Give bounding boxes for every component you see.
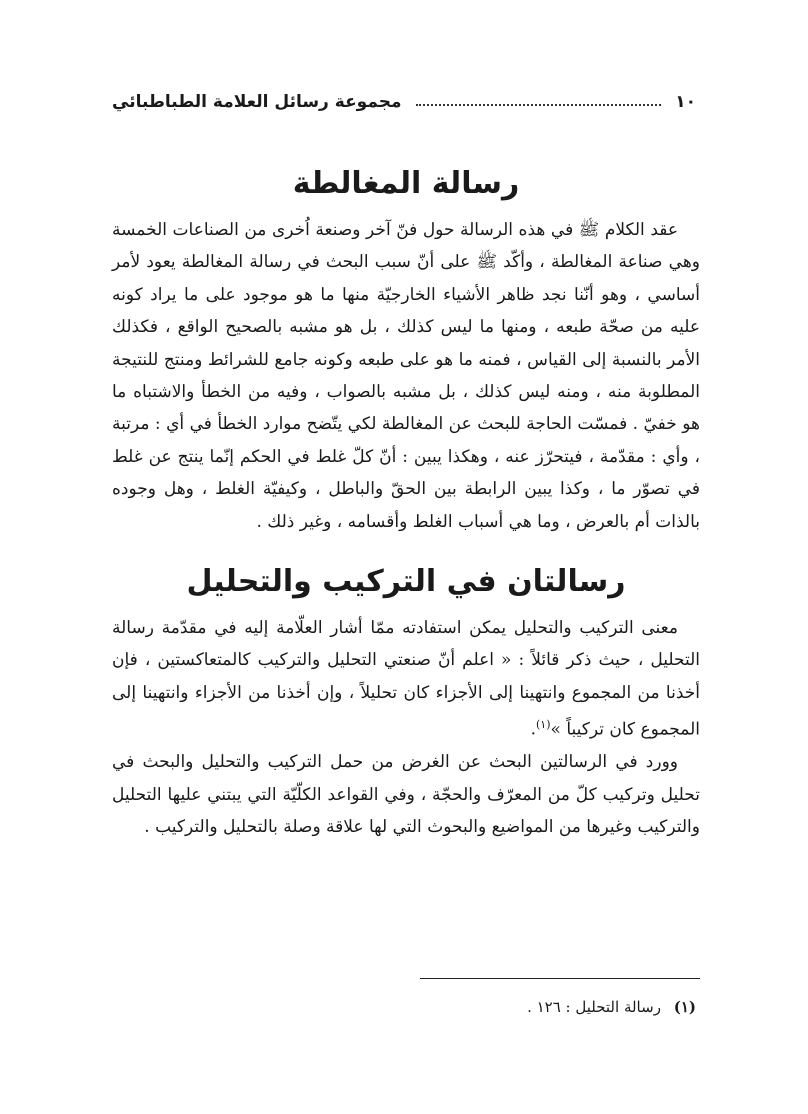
page-header [112,92,696,112]
footnote-number: (١) [673,998,696,1016]
page-number: ١٠ [675,92,696,112]
page-body [112,162,700,844]
synthesis-paragraph-1 [112,612,700,746]
footnote-text: رسالة التحليل : ١٢٦ . [527,998,661,1016]
running-title: مجموعة رسائل العلامة الطباطبائي [112,92,402,112]
footnote [112,996,696,1018]
fallacy-paragraph: عقد الكلام ﷺ في هذه الرسالة حول فنّ آخر وصنعة اُخرى من الصناعات الخمسة وهي صناعة المغالطة ، وأكّد ﷺ على أنّ سبب البحث في رسالة المغالطة يعود لأمر أساسي ، وهو أنّنا نجد ظاهر الأشياء الخارجيّة منها ما هو موجود على ما يراد كونه عليه من صحّة طبعه ، ومنها ما ليس كذلك ، بل هو مشبه بالصحيح الواقع ، فكذلك الأمر بالنسبة إلى القياس ، فمنه ما هو على طبعه وكونه جامع للشرائط ومنتج للنتيجة المطلوبة منه ، ومنه ليس كذلك ، بل مشبه بالصواب ، وفيه من الخطأ والاشتباه ما هو خفيّ . فمسّت الحاجة للبحث عن المغالطة لكي يتّضح موارد الخطأ في أي : مرتبة ، وأي : مقدّمة ، فيتحرّز عنه ، وهكذا يبين : أنّ كلّ غلط في الحكم إنّما ينتج عن غلط في تصوّر ما ، وكذا يبين الرابطة بين الحقّ والباطل ، وكيفيّة الغلط ، وهل وجوده بالذات أم بالعرض ، وما هي أسباب الغلط وأقسامه ، وغير ذلك . [112,220,700,532]
footnote-reference[interactable]: (١) [536,718,551,732]
synthesis-paragraph-1-end: . [530,719,536,740]
section-title-fallacy: رسالة المغالطة [292,166,520,201]
synthesis-paragraph-1-text: معنى التركيب والتحليل يمكن استفادته ممّا أشار العلّامة إليه في مقدّمة رسالة التحليل ، حيث ذكر قائلاً : « اعلم أنّ صنعتي التحليل والتركيب كالمتعاكستين ، فإن أخذنا من المجموع وانتهينا إلى الأجزاء كان تحليلاً ، وإن أخذنا من الأجزاء وانتهينا إلى المجموع كان تركيباً » [112,618,700,740]
synthesis-paragraph-2: وورد في الرسالتين البحث عن الغرض من حمل التركيب والتحليل والبحث في تحليل وتركيب كلّ من المعرّف والحجّة ، وفي القواعد الكلّيّة التي يبتني عليها التحليل والتركيب وغيرها من المواضيع والبحوث التي لها علاقة وصلة بالتحليل والتركيب . [112,752,700,838]
section-title-synthesis-analysis: رسالتان في التركيب والتحليل [186,564,626,600]
footnote-separator [420,978,700,979]
header-dotted-leader [416,104,662,106]
